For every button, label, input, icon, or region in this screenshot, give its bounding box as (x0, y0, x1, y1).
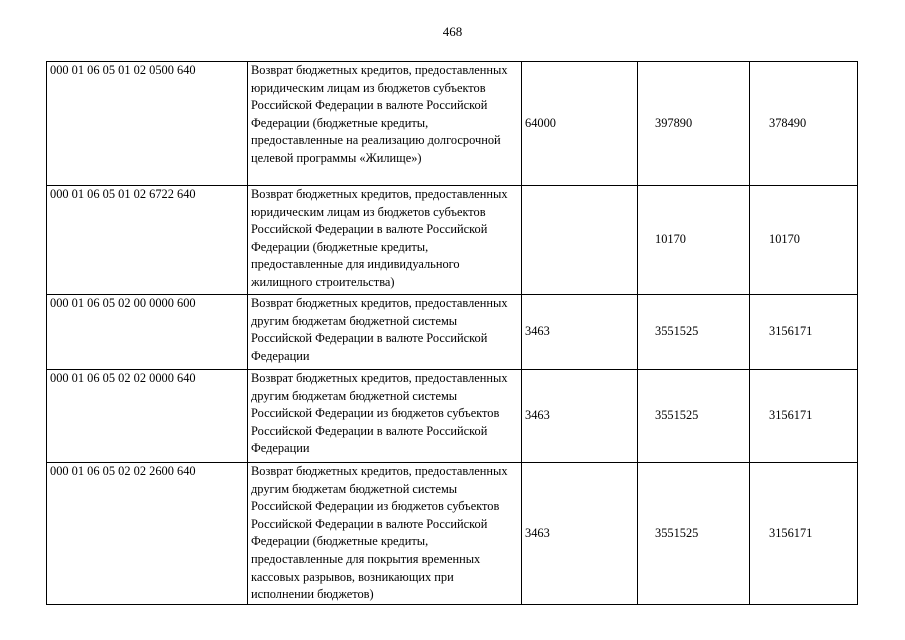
row-value-1 (522, 186, 638, 295)
row-value-3: 378490 (750, 62, 858, 186)
row-description: Возврат бюджетных кредитов, предоставленных юридическим лицам из бюджетов субъектов Российской Федерации в валюте Российской Федерации (бюджетные кредиты, предоставленные на реализацию долгосрочной целевой программы «Жилище») (248, 62, 522, 186)
row-code: 000 01 06 05 02 00 0000 600 (47, 295, 248, 370)
row-description: Возврат бюджетных кредитов, предоставленных юридическим лицам из бюджетов субъектов Российской Федерации в валюте Российской Федерации (бюджетные кредиты, предоставленные для индивидуального жилищного строительства) (248, 186, 522, 295)
row-description: Возврат бюджетных кредитов, предоставленных другим бюджетам бюджетной системы Российской Федерации в валюте Российской Федерации (248, 295, 522, 370)
budget-table (46, 61, 858, 605)
row-value-2: 397890 (638, 62, 750, 186)
row-value-1: 3463 (522, 295, 638, 370)
table-row (47, 370, 858, 463)
row-description: Возврат бюджетных кредитов, предоставленных другим бюджетам бюджетной системы Российской Федерации из бюджетов субъектов Российской Федерации в валюте Российской Федерации (248, 370, 522, 463)
row-value-2: 10170 (638, 186, 750, 295)
table-row (47, 295, 858, 370)
table-row (47, 186, 858, 295)
row-value-2: 3551525 (638, 295, 750, 370)
row-value-1: 3463 (522, 463, 638, 605)
table-row (47, 463, 858, 605)
row-code: 000 01 06 05 01 02 0500 640 (47, 62, 248, 186)
row-description: Возврат бюджетных кредитов, предоставленных другим бюджетам бюджетной системы Российской Федерации из бюджетов субъектов Российской Федерации в валюте Российской Федерации (бюджетные кредиты, предоставленные для покрытия временных кассовых разрывов, возникающих при исполнении бюджетов) (248, 463, 522, 605)
row-code: 000 01 06 05 01 02 6722 640 (47, 186, 248, 295)
row-value-2: 3551525 (638, 370, 750, 463)
page-number: 468 (442, 24, 463, 39)
row-value-3: 3156171 (750, 463, 858, 605)
row-code: 000 01 06 05 02 02 2600 640 (47, 463, 248, 605)
row-value-3: 3156171 (750, 370, 858, 463)
row-value-3: 10170 (750, 186, 858, 295)
table-row (47, 62, 858, 186)
row-value-1: 3463 (522, 370, 638, 463)
row-value-3: 3156171 (750, 295, 858, 370)
row-value-2: 3551525 (638, 463, 750, 605)
row-value-1: 64000 (522, 62, 638, 186)
row-code: 000 01 06 05 02 02 0000 640 (47, 370, 248, 463)
